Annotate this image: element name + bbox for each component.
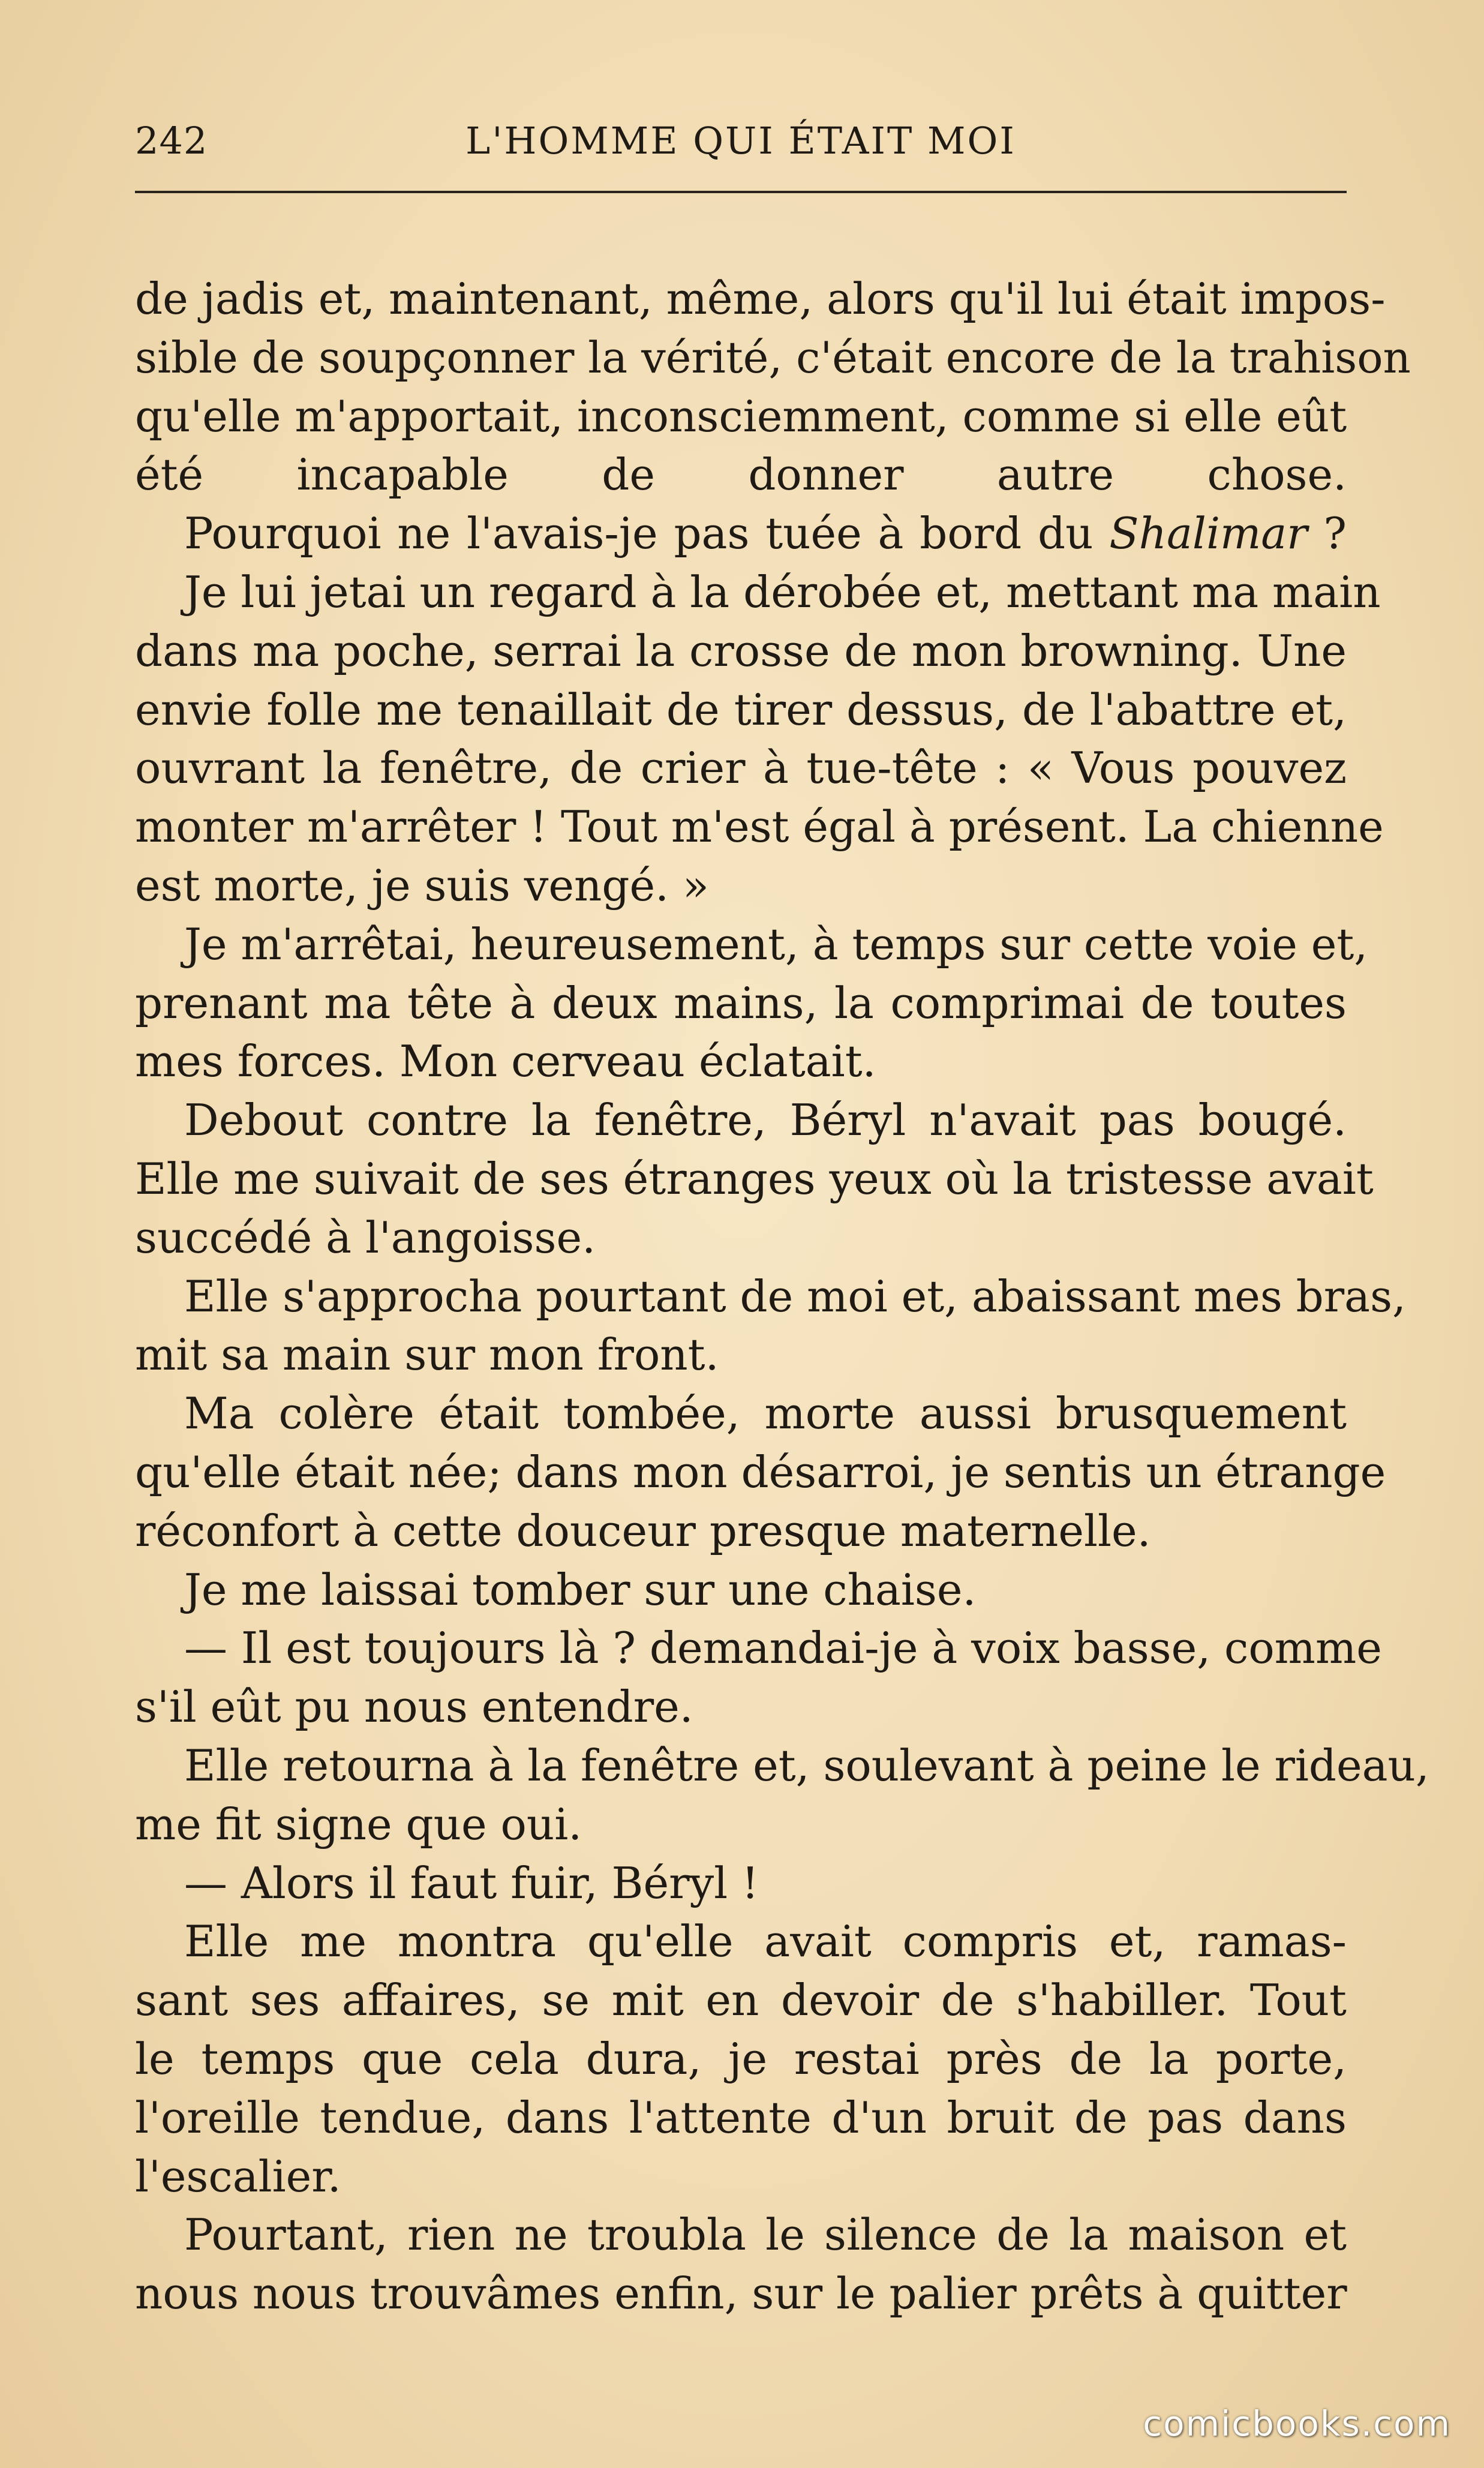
- line-text: — Il est toujours là ? demandai-je à voix basse, comme: [184, 1623, 1382, 1674]
- text-line: [135, 1854, 1347, 1913]
- text-line: [135, 1561, 1347, 1620]
- line-text: Elle me montra qu'elle avait compris et, ramas-: [184, 1916, 1347, 1967]
- text-line: [135, 622, 1347, 681]
- line-text: le temps que cela dura, je restai près de la porte,: [135, 2033, 1347, 2084]
- line-text: s'il eût pu nous entendre.: [135, 1682, 693, 1733]
- text-line: [135, 974, 1347, 1033]
- header-rule: [135, 191, 1347, 193]
- text-line: [135, 505, 1347, 563]
- line-text: prenant ma tête à deux mains, la comprimai de toutes: [135, 977, 1347, 1028]
- text-line: [135, 1737, 1429, 1796]
- watermark: comicbooks.com: [1143, 2403, 1451, 2444]
- line-text: Ma colère était tombée, morte aussi brusquement: [184, 1388, 1347, 1439]
- line-text: qu'elle était née; dans mon désarroi, je sentis un étrange: [135, 1446, 1386, 1497]
- line-text: — Alors il faut fuir, Béryl !: [184, 1857, 759, 1908]
- line-text: nous nous trouvâmes enfin, sur le palier prêts à quitter: [135, 2268, 1347, 2319]
- text-line: [135, 681, 1347, 740]
- line-text: succédé à l'angoisse.: [135, 1212, 596, 1263]
- line-text: Elle me suivait de ses étranges yeux où la tristesse avait: [135, 1153, 1374, 1204]
- line-text: été incapable de donner autre chose.: [135, 449, 1347, 500]
- line-text: qu'elle m'apportait, inconsciemment, comme si elle eût: [135, 391, 1347, 442]
- line-text: dans ma poche, serrai la crosse de mon browning. Une: [135, 625, 1347, 676]
- text-line: [135, 1091, 1347, 1150]
- text-line: [135, 1619, 1382, 1678]
- line-text: l'escalier.: [135, 2151, 341, 2202]
- line-text: de jadis et, maintenant, même, alors qu'il lui était impos-: [135, 274, 1386, 324]
- text-line: [135, 1912, 1347, 1971]
- running-title: L'HOMME QUI ÉTAIT MOI: [465, 119, 1016, 163]
- line-text: sant ses affaires, se mit en devoir de s'habiller. Tout: [135, 1975, 1347, 2026]
- line-text: Elle retourna à la fenêtre et, soulevant à peine le rideau,: [184, 1740, 1429, 1791]
- text-line: [135, 798, 1384, 857]
- text-line: [135, 2206, 1347, 2265]
- body-text: [135, 270, 1429, 2323]
- page-header: [135, 114, 1347, 168]
- text-line: [135, 857, 1347, 915]
- line-text: réconfort à cette douceur presque maternelle.: [135, 1505, 1151, 1556]
- text-line: [135, 329, 1411, 388]
- text-line: [135, 1971, 1347, 2030]
- text-line: [135, 2089, 1347, 2148]
- line-text: monter m'arrêter ! Tout m'est égal à présent. La chienne: [135, 801, 1384, 852]
- line-text: est morte, je suis vengé. »: [135, 860, 709, 911]
- line-text: l'oreille tendue, dans l'attente d'un bruit de pas dans: [135, 2092, 1347, 2143]
- text-line: [135, 1678, 1347, 1737]
- text-line: [135, 563, 1381, 622]
- line-text: Je m'arrêtai, heureusement, à temps sur cette voie et,: [184, 918, 1368, 969]
- text-line: [135, 2148, 1347, 2206]
- line-text: mit sa main sur mon front.: [135, 1329, 719, 1380]
- line-text: me fit signe que oui.: [135, 1799, 582, 1850]
- line-text: Pourtant, rien ne troubla le silence de la maison et: [184, 2209, 1347, 2260]
- text-line: [135, 1209, 1347, 1268]
- line-text: envie folle me tenaillait de tirer dessus, de l'abattre et,: [135, 684, 1347, 735]
- text-line: [135, 915, 1368, 974]
- line-text: sible de soupçonner la vérité, c'était encore de la trahison: [135, 332, 1411, 383]
- text-line: [135, 388, 1347, 446]
- line-text-after: ?: [1307, 508, 1347, 559]
- text-line: [135, 270, 1386, 329]
- line-text: ouvrant la fenêtre, de crier à tue-tête : « Vous pouvez: [135, 743, 1347, 794]
- text-line: [135, 1502, 1347, 1561]
- line-text: Je me laissai tomber sur une chaise.: [184, 1564, 977, 1615]
- text-line: [135, 2265, 1347, 2323]
- text-line: [135, 2030, 1347, 2089]
- line-italic-text: Shalimar: [1109, 508, 1308, 559]
- text-line: [135, 1032, 1347, 1091]
- text-line: [135, 446, 1347, 505]
- text-line: [135, 1268, 1406, 1326]
- line-text: Debout contre la fenêtre, Béryl n'avait pas bougé.: [184, 1095, 1347, 1146]
- line-text: Elle s'approcha pourtant de moi et, abaissant mes bras,: [184, 1271, 1406, 1322]
- text-line: [135, 1796, 1347, 1854]
- line-text: Je lui jetai un regard à la dérobée et, mettant ma main: [184, 566, 1381, 617]
- text-line: [135, 739, 1347, 798]
- text-line: [135, 1385, 1347, 1443]
- text-line: [135, 1326, 1347, 1385]
- text-line: [135, 1443, 1386, 1502]
- line-text: Pourquoi ne l'avais-je pas tuée à bord du: [184, 508, 1110, 559]
- text-line: [135, 1150, 1374, 1209]
- line-text: mes forces. Mon cerveau éclatait.: [135, 1036, 876, 1087]
- page-number: 242: [135, 119, 208, 163]
